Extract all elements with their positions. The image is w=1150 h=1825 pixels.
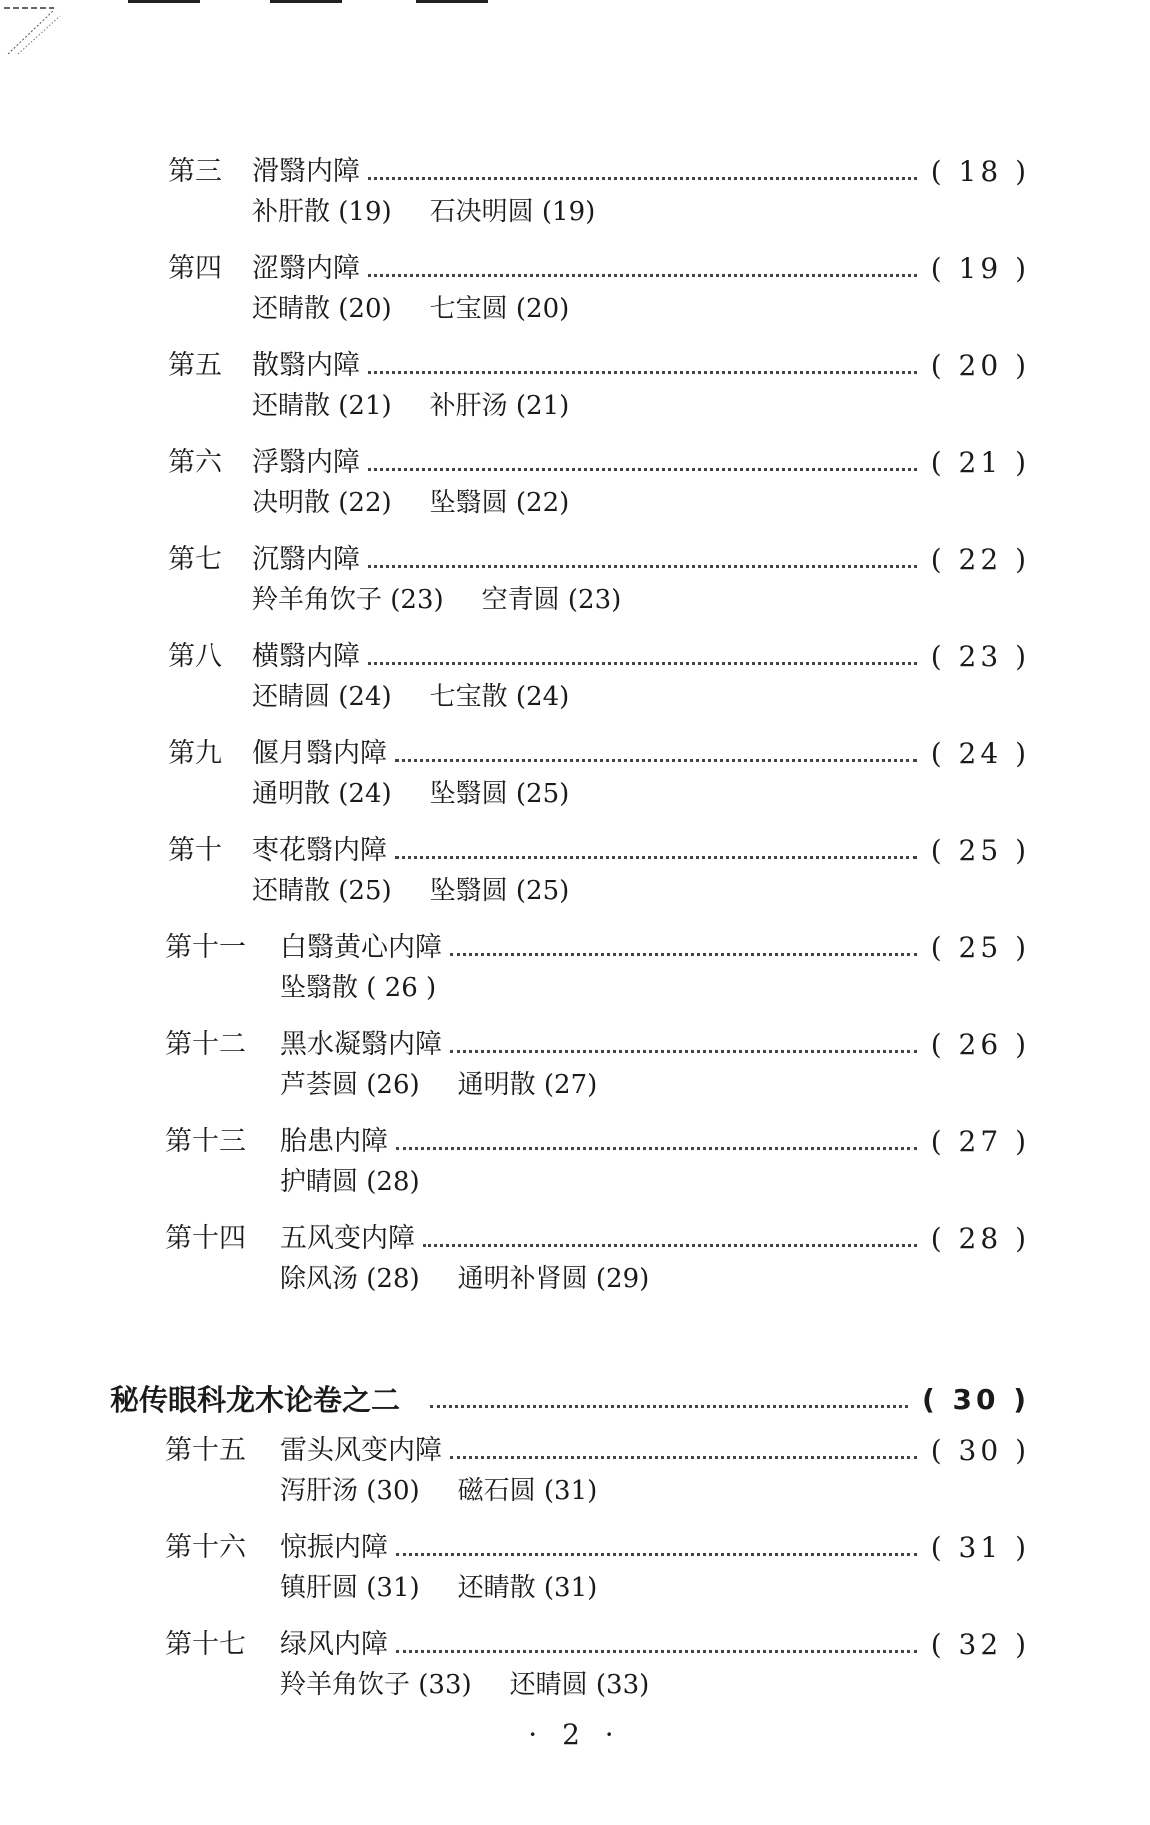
formula-list [280,968,474,1008]
chapter-title: 浮翳内障 [252,447,360,478]
formula-item: 坠翳圆 (22) [429,488,570,518]
page-ref: ( 26 ) [930,1028,1030,1061]
toc-entry[interactable] [168,249,1030,289]
page-ref: ( 24 ) [930,737,1030,770]
dot-leader [423,1244,917,1247]
formula-list [252,289,607,329]
formula-item: 七宝圆 (20) [429,294,570,324]
top-rule-1 [128,0,200,3]
page-ref: ( 32 ) [930,1628,1030,1661]
toc-entry[interactable] [168,831,1030,871]
dot-leader [368,177,917,180]
dot-leader [395,856,917,859]
dot-leader [450,953,917,956]
chapter-title: 惊振内障 [280,1532,388,1563]
formula-item: 补肝汤 (21) [429,391,570,421]
formula-item: 还睛散 (25) [252,876,392,906]
top-rule-3 [416,0,488,3]
page-ref: ( 18 ) [930,155,1030,188]
page-ref: ( 27 ) [930,1125,1030,1158]
dot-leader [395,759,917,762]
formula-item: 磁石圆 (31) [457,1476,598,1506]
toc-entry[interactable] [168,637,1030,677]
formula-list [252,192,633,232]
chapter-title: 沉翳内障 [252,544,360,575]
page-ref: ( 21 ) [930,446,1030,479]
chapter-number: 第九 [168,738,222,769]
dot-leader [450,1050,917,1053]
chapter-number: 第十 [168,835,222,866]
formula-list [252,871,607,911]
chapter-title: 枣花翳内障 [252,835,387,866]
toc-entry[interactable] [165,1122,1030,1162]
formula-item: 泻肝汤 (30) [280,1476,420,1506]
formula-list [252,774,607,814]
dot-leader [396,1553,917,1556]
chapter-title: 绿风内障 [280,1629,388,1660]
toc-entry[interactable] [165,1528,1030,1568]
chapter-number: 第六 [168,447,222,478]
chapter-title: 胎患内障 [280,1126,388,1157]
toc-entry[interactable] [168,443,1030,483]
formula-item: 通明散 (24) [252,779,392,809]
chapter-number: 第十四 [165,1223,246,1254]
formula-list [280,1065,635,1105]
chapter-number: 第十二 [165,1029,246,1060]
formula-list [252,580,659,620]
dot-leader [396,1147,917,1150]
formula-list [252,677,607,717]
chapter-number: 第十七 [165,1629,246,1660]
formula-item: 坠翳圆 (25) [429,779,570,809]
chapter-title: 滑翳内障 [252,156,360,187]
formula-item: 坠翳圆 (25) [429,876,570,906]
formula-item: 通明补肾圆 (29) [457,1264,650,1294]
formula-list [252,386,607,426]
chapter-title: 横翳内障 [252,641,360,672]
dot-leader [450,1456,917,1459]
formula-item: 补肝散 (19) [252,197,392,227]
formula-item: 坠翳散 ( 26 ) [280,973,437,1003]
chapter-title: 白翳黄心内障 [280,932,442,963]
page-ref: ( 30 ) [921,1383,1030,1416]
formula-list [280,1471,635,1511]
formula-list [280,1665,687,1705]
chapter-title: 黑水凝翳内障 [280,1029,442,1060]
dot-leader [368,371,917,374]
chapter-number: 第十三 [165,1126,246,1157]
toc-entry[interactable] [165,1431,1030,1471]
toc-entry[interactable] [168,152,1030,192]
toc-entry[interactable] [168,734,1030,774]
chapter-number: 第三 [168,156,222,187]
page-ref: ( 31 ) [930,1531,1030,1564]
formula-item: 决明散 (22) [252,488,392,518]
chapter-number: 第七 [168,544,222,575]
chapter-title: 偃月翳内障 [252,738,387,769]
page-ref: ( 28 ) [930,1222,1030,1255]
chapter-title: 雷头风变内障 [280,1435,442,1466]
formula-list [280,1259,687,1299]
formula-item: 还睛散 (21) [252,391,392,421]
chapter-number: 第十一 [165,932,246,963]
chapter-title: 散翳内障 [252,350,360,381]
chapter-title: 五风变内障 [280,1223,415,1254]
page-ref: ( 20 ) [930,349,1030,382]
formula-item: 空青圆 (23) [481,585,622,615]
page-ref: ( 25 ) [930,834,1030,867]
page-ref: ( 19 ) [930,252,1030,285]
formula-item: 芦荟圆 (26) [280,1070,420,1100]
formula-item: 通明散 (27) [457,1070,598,1100]
dot-leader [430,1405,908,1408]
toc-entry[interactable] [168,540,1030,580]
page-ref: ( 25 ) [930,931,1030,964]
formula-item: 护睛圆 (28) [280,1167,420,1197]
library-stamp-icon [4,4,64,58]
page-ref: ( 23 ) [930,640,1030,673]
toc-entry[interactable] [168,346,1030,386]
dot-leader [396,1650,917,1653]
chapter-number: 第五 [168,350,222,381]
toc-entry[interactable] [165,1625,1030,1665]
formula-item: 镇肝圆 (31) [280,1573,420,1603]
chapter-number: 第十五 [165,1435,246,1466]
toc-entry[interactable] [165,1025,1030,1065]
part-heading[interactable] [110,1380,1030,1420]
top-rule-2 [270,0,342,3]
formula-item: 羚羊角饮子 (23) [252,585,444,615]
formula-list [280,1162,458,1202]
formula-item: 还睛圆 (33) [509,1670,650,1700]
dot-leader [368,662,917,665]
formula-item: 七宝散 (24) [429,682,570,712]
formula-list [252,483,607,523]
formula-item: 还睛散 (20) [252,294,392,324]
dot-leader [368,565,917,568]
chapter-title: 涩翳内障 [252,253,360,284]
chapter-number: 第八 [168,641,222,672]
formula-item: 还睛散 (31) [457,1573,598,1603]
part-title: 秘传眼科龙木论卷之二 [110,1383,401,1417]
page-ref: ( 30 ) [930,1434,1030,1467]
formula-list [280,1568,635,1608]
dot-leader [368,468,917,471]
page-ref: ( 22 ) [930,543,1030,576]
toc-entry[interactable] [165,928,1030,968]
toc-entry[interactable] [165,1219,1030,1259]
page-number: · 2 · [528,1718,622,1751]
formula-item: 羚羊角饮子 (33) [280,1670,472,1700]
chapter-number: 第十六 [165,1532,246,1563]
dot-leader [368,274,917,277]
formula-item: 石决明圆 (19) [429,197,596,227]
chapter-number: 第四 [168,253,222,284]
formula-item: 除风汤 (28) [280,1264,420,1294]
formula-item: 还睛圆 (24) [252,682,392,712]
